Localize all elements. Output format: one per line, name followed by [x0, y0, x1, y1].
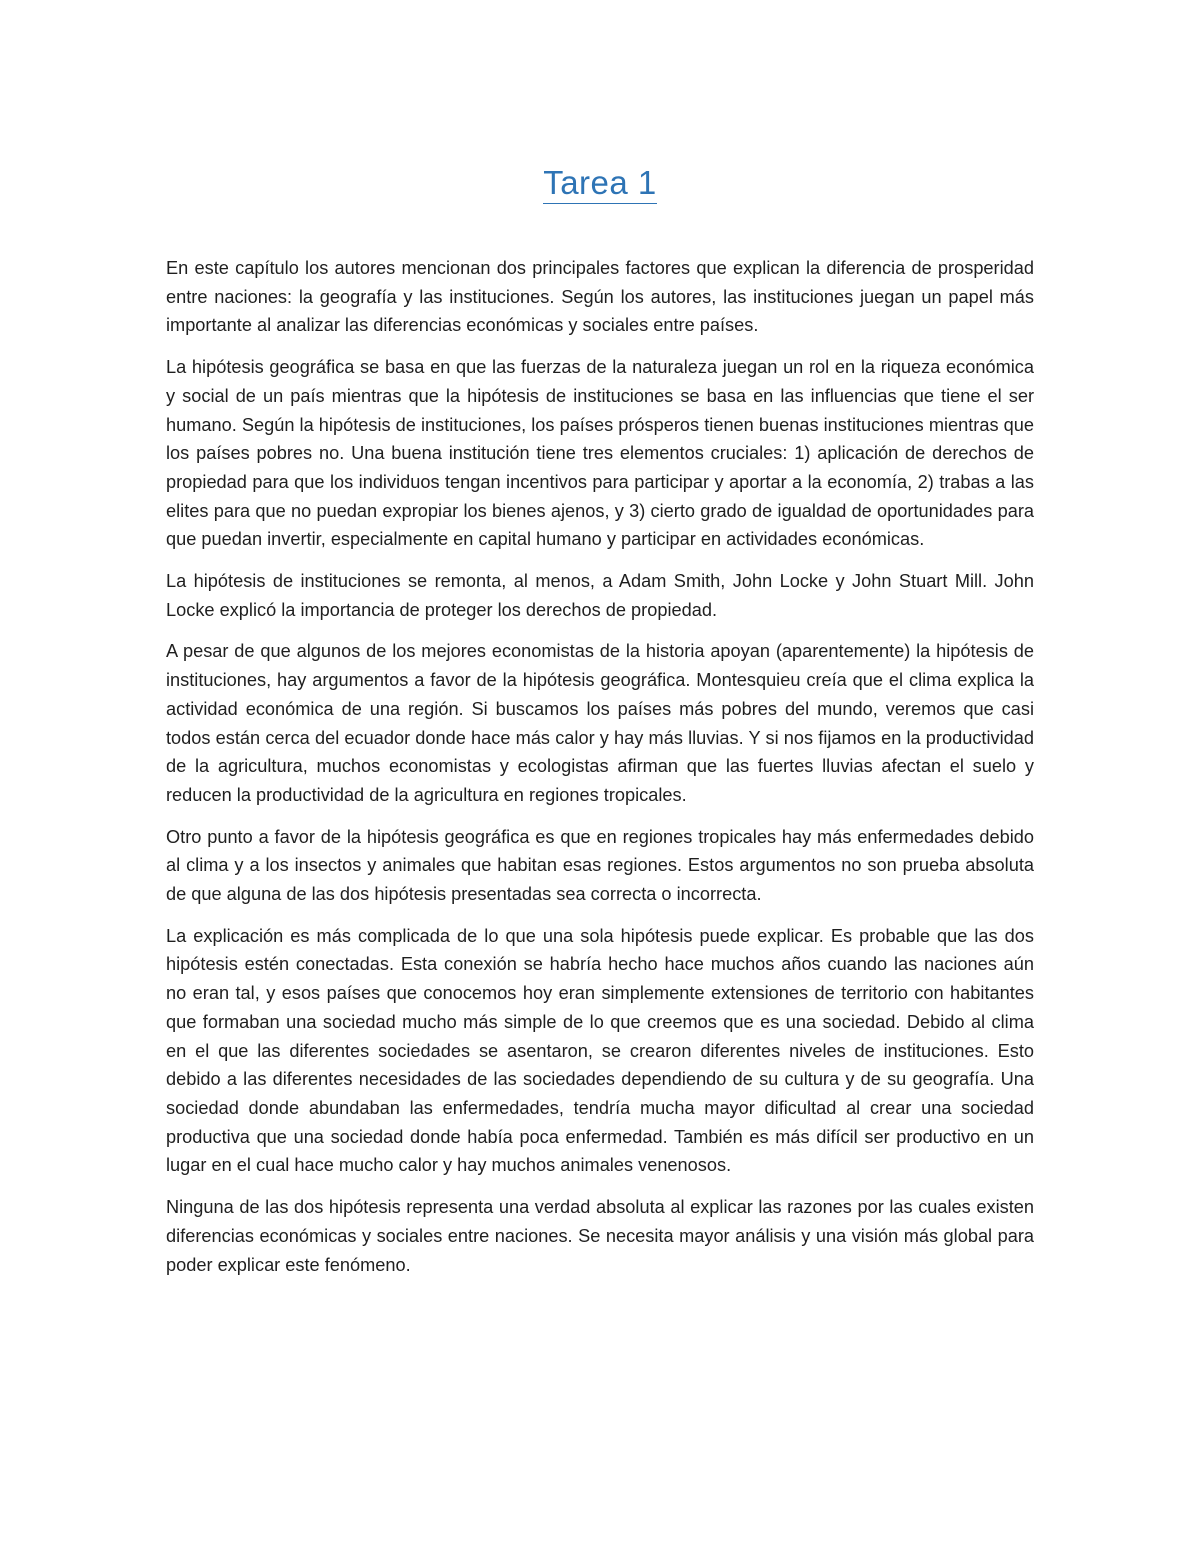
paragraph-4: A pesar de que algunos de los mejores economistas de la historia apoyan (aparentemente) la hipótesis de instituciones, hay argumentos a favor de la hipótesis geográfica. Montesquieu creía que el clima explica la actividad económica de una región. Si buscamos los países más pobres del mundo, veremos que casi todos están cerca del ecuador donde hace más calor y hay más lluvias. Y si nos fijamos en la productividad de la agricultura, muchos economistas y ecologistas afirman que las fuertes lluvias afectan el suelo y reducen la productividad de la agricultura en regiones tropicales. [166, 641, 1034, 805]
paragraph-6: La explicación es más complicada de lo que una sola hipótesis puede explicar. Es probable que las dos hipótesis estén conectadas. Esta conexión se habría hecho hace muchos años cuando las naciones aún no eran tal, y esos países que conocemos hoy eran simplemente extensiones de territorio con habitantes que formaban una sociedad mucho más simple de lo que creemos que es una sociedad. Debido al clima en el que las diferentes sociedades se asentaron, se crearon diferentes niveles de instituciones. Esto debido a las diferentes necesidades de las sociedades dependiendo de su cultura y de su geografía. Una sociedad donde abundaban las enfermedades, tendría mucha mayor dificultad al crear una sociedad productiva que una sociedad donde había poca enfermedad. También es más difícil ser productivo en un lugar en el cual hace mucho calor y hay muchos animales venenosos. [166, 925, 1034, 1176]
paragraph-3: La hipótesis de instituciones se remonta, al menos, a Adam Smith, John Locke y John Stuart Mill. John Locke explicó la importancia de proteger los derechos de propiedad. [166, 571, 1034, 620]
paragraph-5: Otro punto a favor de la hipótesis geográfica es que en regiones tropicales hay más enfermedades debido al clima y a los insectos y animales que habitan esas regiones. Estos argumentos no son prueba absoluta de que alguna de las dos hipótesis presentadas sea correcta o incorrecta. [166, 826, 1034, 905]
document-body [166, 254, 1034, 1292]
paragraph-2: La hipótesis geográfica se basa en que las fuerzas de la naturaleza juegan un rol en la riqueza económica y social de un país mientras que la hipótesis de instituciones se basa en las influencias que tiene el ser humano. Según la hipótesis de instituciones, los países prósperos tienen buenas instituciones mientras que los países pobres no. Una buena institución tiene tres elementos cruciales: 1) aplicación de derechos de propiedad para que los individuos tengan incentivos para participar y aportar a la economía, 2) trabas a las elites para que no puedan expropiar los bienes ajenos, y 3) cierto grado de igualdad de oportunidades para que puedan invertir, especialmente en capital humano y participar en actividades económicas. [166, 357, 1034, 550]
document-title [0, 164, 1200, 202]
paragraph-1: En este capítulo los autores mencionan dos principales factores que explican la diferencia de prosperidad entre naciones: la geografía y las instituciones. Según los autores, las instituciones juegan un papel más importante al analizar las diferencias económicas y sociales entre países. [166, 258, 1034, 336]
document-title-text: Tarea 1 [543, 164, 657, 204]
paragraph-7: Ninguna de las dos hipótesis representa una verdad absoluta al explicar las razones por las cuales existen diferencias económicas y sociales entre naciones. Se necesita mayor análisis y una visión más global para poder explicar este fenómeno. [166, 1197, 1034, 1275]
